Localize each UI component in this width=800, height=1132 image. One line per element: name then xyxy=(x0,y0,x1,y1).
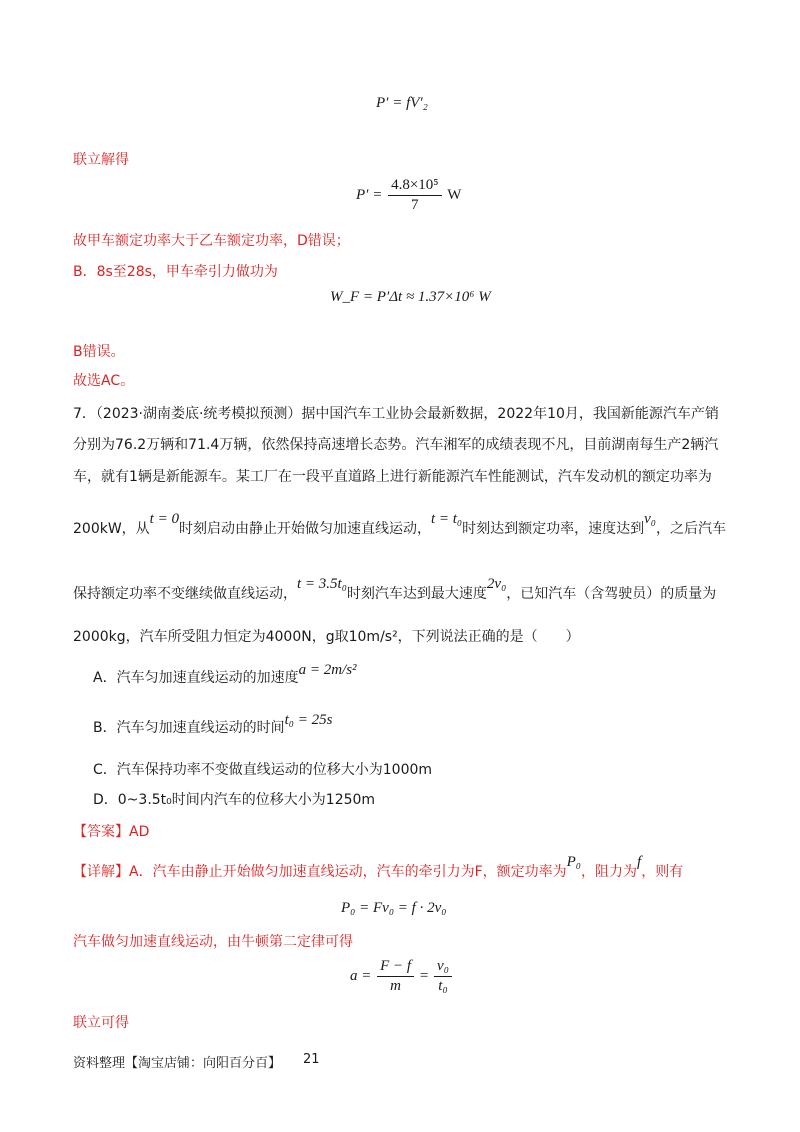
q7-line-5: 保持额定功率不变继续做直线运动，t = 3.5t₀时刻汽车达到最大速度2v₀，已知汽车（含驾驶员）的质量为 xyxy=(73,576,717,602)
option-a: A．汽车匀加速直线运动的加速度a = 2m/s² xyxy=(93,662,357,686)
formula-work: W_F = P′Δt ≈ 1.37×10⁶ W xyxy=(330,289,491,305)
fraction-numerator: F − f xyxy=(377,958,414,977)
formula-f: f xyxy=(637,854,642,870)
text-lianli-jiede: 联立解得 xyxy=(73,152,129,168)
formula-p0-equation: P₀ = Fv₀ = f · 2v₀ xyxy=(341,900,447,916)
text-newton: 汽车做匀加速直线运动，由牛顿第二定律可得 xyxy=(73,934,353,950)
formula-p-prime-value: P′ = $\frac{\text{4.8×10⁵}}{7}$ W xyxy=(356,177,462,213)
option-c: C．汽车保持功率不变做直线运动的位移大小为1000m xyxy=(93,762,433,778)
q7-line-4: 200kW，从t = 0时刻启动由静止开始做匀加速直线运动，t = t₀时刻达到额定功率，速度达到v₀，之后汽车 xyxy=(73,511,727,537)
formula-t0-value: t₀ = 25s xyxy=(284,712,333,728)
formula-2v0: 2v₀ xyxy=(486,576,507,592)
formula-p0: P₀ xyxy=(566,854,582,870)
q7-line-2: 分别为76.2万辆和71.4万辆，依然保持高速增长态势。汽车湘军的成绩表现不凡，目前湖南每生产2辆汽 xyxy=(73,437,719,453)
text-lianli-kede: 联立可得 xyxy=(73,1015,129,1031)
answer-label: 【答案】AD xyxy=(73,824,150,840)
text-b-head: B．8s至28s，甲车牵引力做功为 xyxy=(73,264,278,280)
formula-p-prime: P′ = fV′₂ xyxy=(376,95,428,111)
formula-t-zero: t = 0 xyxy=(149,511,179,527)
text-b-wrong: B错误。 xyxy=(73,344,125,360)
fraction-denominator: m xyxy=(390,978,402,994)
option-d: D．0~3.5t₀时间内汽车的位移大小为1250m xyxy=(93,792,376,808)
text-choose-ac: 故选AC。 xyxy=(73,373,135,389)
formula-t-t0: t = t₀ xyxy=(430,511,463,527)
page-number: 21 xyxy=(303,1052,320,1067)
footer-source: 资料整理【淘宝店铺：向阳百分百】 xyxy=(73,1056,282,1071)
fraction-numerator: 4.8×10⁵ xyxy=(388,177,441,196)
fraction-denominator: t₀ xyxy=(438,978,448,994)
q7-line-3: 车，就有1辆是新能源车。某工厂在一段平直道路上进行新能源汽车性能测试，汽车发动机的额定功率为 xyxy=(73,469,712,485)
q7-line-6: 2000kg，汽车所受阻力恒定为4000N，g取10m/s²，下列说法正确的是（ ） xyxy=(73,629,580,645)
detail-line: 【详解】A．汽车由静止开始做匀加速直线运动，汽车的牵引力为F，额定功率为P₀，阻力为f，则有 xyxy=(73,854,684,880)
q7-line-1: 7．（2023·湖南娄底·统考模拟预测）据中国汽车工业协会最新数据，2022年10月，我国新能源汽车产销 xyxy=(73,406,719,422)
text-d-wrong: 故甲车额定功率大于乙车额定功率，D错误； xyxy=(73,233,350,249)
formula-acceleration: a = 2m/s² xyxy=(298,662,357,678)
formula-t-35: t = 3.5t₀ xyxy=(297,576,347,592)
fraction-denominator: 7 xyxy=(411,197,419,213)
fraction-numerator: v₀ xyxy=(434,958,452,977)
formula-v0: v₀ xyxy=(644,511,657,527)
formula-newton-second-law: a = $\frac{F - f}{m}$ = $\frac{\text{v₀}}{\text{t₀}}$ xyxy=(350,958,454,995)
option-b: B．汽车匀加速直线运动的时间t₀ = 25s xyxy=(93,712,333,736)
